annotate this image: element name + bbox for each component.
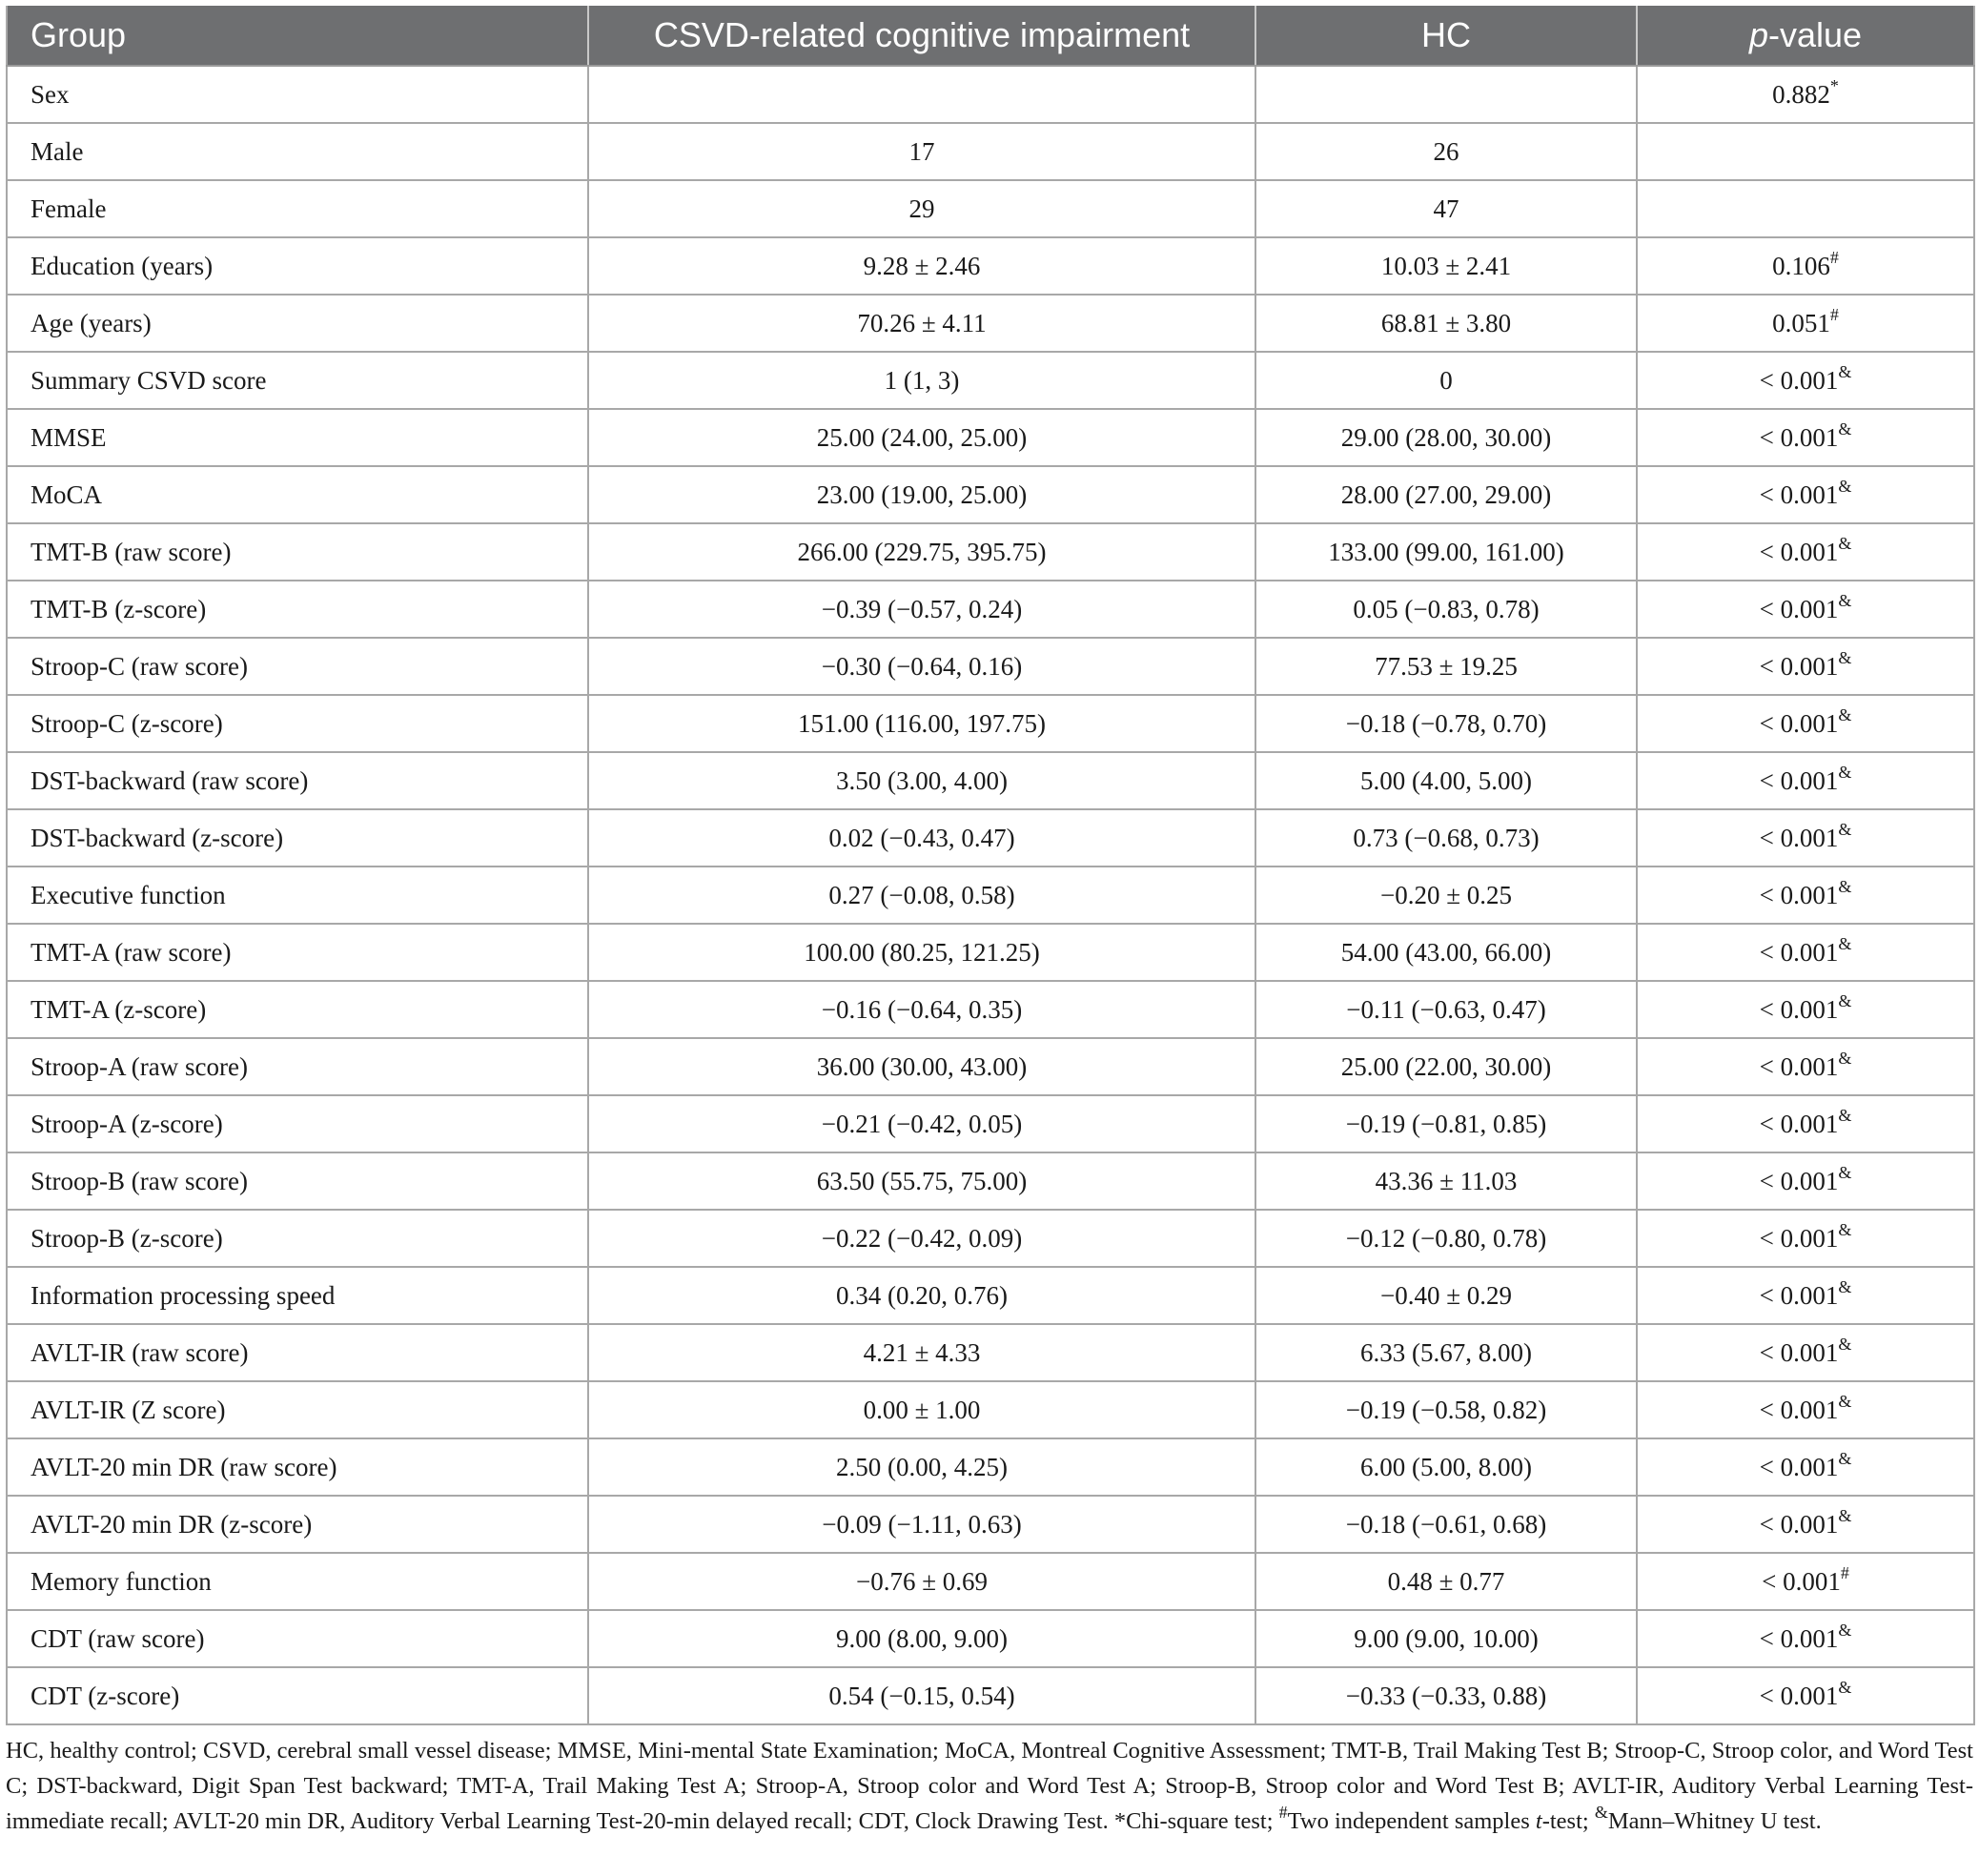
p-value-cell [1637, 981, 1974, 1038]
hc-value: 0.05 (−0.83, 0.78) [1255, 581, 1637, 638]
row-label: Stroop-C (z-score) [7, 695, 588, 752]
row-label: TMT-B (z-score) [7, 581, 588, 638]
row-label: Stroop-C (raw score) [7, 638, 588, 695]
table-row [7, 1667, 1974, 1724]
p-value-mark: & [1838, 1105, 1852, 1125]
row-label: TMT-B (raw score) [7, 523, 588, 581]
p-value: < 0.001 [1759, 479, 1839, 509]
hc-value: 5.00 (4.00, 5.00) [1255, 752, 1637, 809]
table-row [7, 1381, 1974, 1438]
p-value: < 0.001 [1759, 1623, 1839, 1653]
table-row [7, 1210, 1974, 1267]
table-row [7, 1038, 1974, 1095]
table-row [7, 352, 1974, 409]
p-value: < 0.001 [1759, 1337, 1839, 1367]
table-row [7, 237, 1974, 295]
csvd-value: 0.02 (−0.43, 0.47) [588, 809, 1255, 867]
table-row [7, 295, 1974, 352]
p-value-mark: & [1838, 1048, 1852, 1068]
table-row [7, 695, 1974, 752]
p-value: < 0.001 [1762, 1566, 1841, 1596]
p-value-mark: & [1838, 876, 1852, 896]
p-value: < 0.001 [1759, 1509, 1839, 1539]
hc-value: −0.18 (−0.78, 0.70) [1255, 695, 1637, 752]
p-value: < 0.001 [1759, 823, 1839, 852]
table-row [7, 466, 1974, 523]
row-label: Female [7, 180, 588, 237]
p-value: < 0.001 [1759, 365, 1839, 395]
hc-value: −0.12 (−0.80, 0.78) [1255, 1210, 1637, 1267]
p-value: < 0.001 [1759, 1051, 1839, 1081]
csvd-value: 9.00 (8.00, 9.00) [588, 1610, 1255, 1667]
hc-value: 6.00 (5.00, 8.00) [1255, 1438, 1637, 1496]
footnote-amp-mark: & [1594, 1802, 1608, 1822]
table-row [7, 924, 1974, 981]
table-row [7, 752, 1974, 809]
hc-value: 10.03 ± 2.41 [1255, 237, 1637, 295]
table-row [7, 1438, 1974, 1496]
p-value: < 0.001 [1759, 1223, 1839, 1253]
hc-value: 9.00 (9.00, 10.00) [1255, 1610, 1637, 1667]
footnote-abbreviations: HC, healthy control; CSVD, cerebral small vessel disease; MMSE, Mini-mental State Examination; MoCA, Montreal Cognitive Assessment; TMT-B, Trail Making Test B; Stroop-C, Stroop color, and Word Test C; DST-backward, Digit Span Test backward; TMT-A, Trail Making Test A; Stroop-A, Stroop color and Word Test A; Stroop-B, Stroop color and Word Test B; AVLT-IR, Auditory Verbal Learning Test-immediate recall; AVLT-20 min DR, Auditory Verbal Learning Test-20-min delayed recall; CDT, Clock Drawing Test. [6, 1738, 1973, 1834]
row-label: CDT (z-score) [7, 1667, 588, 1724]
p-value-cell [1637, 1038, 1974, 1095]
row-label: Stroop-B (raw score) [7, 1152, 588, 1210]
table-row [7, 809, 1974, 867]
table-row [7, 1496, 1974, 1553]
p-value: < 0.001 [1759, 1280, 1839, 1310]
table-row [7, 1095, 1974, 1152]
table-footnote [6, 1733, 1973, 1839]
table-row [7, 981, 1974, 1038]
footnote-ttest-pre: Two independent samples [1287, 1808, 1536, 1834]
hc-value: 133.00 (99.00, 161.00) [1255, 523, 1637, 581]
row-label: DST-backward (raw score) [7, 752, 588, 809]
footnote-ttest-t: t [1535, 1808, 1542, 1834]
footnote-mann-whitney: Mann–Whitney U test. [1607, 1808, 1822, 1834]
p-value-cell [1637, 809, 1974, 867]
p-value-cell [1637, 180, 1974, 237]
p-value-mark: & [1838, 1448, 1852, 1468]
table-row [7, 867, 1974, 924]
csvd-value: 100.00 (80.25, 121.25) [588, 924, 1255, 981]
p-value-mark: & [1838, 533, 1852, 553]
csvd-value: 25.00 (24.00, 25.00) [588, 409, 1255, 466]
p-value-cell [1637, 1610, 1974, 1667]
hc-value: −0.40 ± 0.29 [1255, 1267, 1637, 1324]
p-value-cell [1637, 924, 1974, 981]
hc-value: 28.00 (27.00, 29.00) [1255, 466, 1637, 523]
hc-value: 0.73 (−0.68, 0.73) [1255, 809, 1637, 867]
p-value: < 0.001 [1759, 880, 1839, 909]
p-value: < 0.001 [1759, 1681, 1839, 1710]
row-label: Stroop-A (raw score) [7, 1038, 588, 1095]
csvd-value: 151.00 (116.00, 197.75) [588, 695, 1255, 752]
results-table [6, 6, 1975, 1725]
hc-value: −0.19 (−0.81, 0.85) [1255, 1095, 1637, 1152]
p-value-cell [1637, 123, 1974, 180]
p-value: 0.051 [1772, 308, 1830, 337]
csvd-value: 3.50 (3.00, 4.00) [588, 752, 1255, 809]
p-value-cell [1637, 237, 1974, 295]
csvd-value: 17 [588, 123, 1255, 180]
row-label: MoCA [7, 466, 588, 523]
hc-value: 26 [1255, 123, 1637, 180]
p-value-cell [1637, 1152, 1974, 1210]
p-value-cell [1637, 1381, 1974, 1438]
csvd-value: −0.76 ± 0.69 [588, 1553, 1255, 1610]
header-p-rest: -value [1767, 15, 1863, 54]
p-value-mark: & [1838, 1276, 1852, 1296]
p-value-cell [1637, 1324, 1974, 1381]
csvd-value: 70.26 ± 4.11 [588, 295, 1255, 352]
table-row [7, 581, 1974, 638]
p-value-mark: # [1840, 1562, 1849, 1582]
p-value-cell [1637, 695, 1974, 752]
p-value: < 0.001 [1759, 708, 1839, 738]
row-label: Summary CSVD score [7, 352, 588, 409]
header-hc: HC [1255, 6, 1637, 66]
header-group: Group [7, 6, 588, 66]
csvd-value: 0.00 ± 1.00 [588, 1381, 1255, 1438]
csvd-value: 266.00 (229.75, 395.75) [588, 523, 1255, 581]
csvd-value [588, 66, 1255, 123]
header-p-italic: p [1748, 15, 1768, 54]
row-label: DST-backward (z-score) [7, 809, 588, 867]
hc-value: 43.36 ± 11.03 [1255, 1152, 1637, 1210]
p-value-cell [1637, 66, 1974, 123]
p-value-cell [1637, 1667, 1974, 1724]
p-value-mark: & [1838, 590, 1852, 610]
p-value-mark: # [1829, 304, 1839, 324]
p-value-mark: & [1838, 762, 1852, 782]
p-value-cell [1637, 1095, 1974, 1152]
row-label: Memory function [7, 1553, 588, 1610]
row-label: Information processing speed [7, 1267, 588, 1324]
csvd-value: −0.39 (−0.57, 0.24) [588, 581, 1255, 638]
p-value-mark: & [1838, 1162, 1852, 1182]
hc-value: 68.81 ± 3.80 [1255, 295, 1637, 352]
csvd-value: 9.28 ± 2.46 [588, 237, 1255, 295]
csvd-value: 0.34 (0.20, 0.76) [588, 1267, 1255, 1324]
hc-value: 6.33 (5.67, 8.00) [1255, 1324, 1637, 1381]
p-value: < 0.001 [1759, 937, 1839, 967]
p-value: < 0.001 [1759, 994, 1839, 1024]
row-label: MMSE [7, 409, 588, 466]
p-value-mark: & [1838, 1677, 1852, 1697]
p-value-cell [1637, 1553, 1974, 1610]
csvd-value: 29 [588, 180, 1255, 237]
p-value-cell [1637, 638, 1974, 695]
p-value-mark: & [1838, 418, 1852, 438]
p-value-cell [1637, 581, 1974, 638]
csvd-value: −0.30 (−0.64, 0.16) [588, 638, 1255, 695]
p-value-cell [1637, 1496, 1974, 1553]
csvd-value: 4.21 ± 4.33 [588, 1324, 1255, 1381]
p-value: < 0.001 [1759, 594, 1839, 623]
p-value: 0.882 [1772, 79, 1830, 109]
row-label: Stroop-A (z-score) [7, 1095, 588, 1152]
p-value: < 0.001 [1759, 1395, 1839, 1424]
csvd-value: 23.00 (19.00, 25.00) [588, 466, 1255, 523]
hc-value: −0.20 ± 0.25 [1255, 867, 1637, 924]
csvd-value: 0.54 (−0.15, 0.54) [588, 1667, 1255, 1724]
p-value-mark: & [1838, 990, 1852, 1010]
p-value-cell [1637, 1210, 1974, 1267]
p-value-cell [1637, 352, 1974, 409]
csvd-value: 1 (1, 3) [588, 352, 1255, 409]
p-value-mark: & [1838, 1505, 1852, 1525]
row-label: Executive function [7, 867, 588, 924]
p-value: 0.106 [1772, 251, 1830, 280]
p-value: < 0.001 [1759, 1452, 1839, 1481]
row-label: AVLT-IR (Z score) [7, 1381, 588, 1438]
hc-value: 0 [1255, 352, 1637, 409]
row-label: AVLT-20 min DR (z-score) [7, 1496, 588, 1553]
row-label: Age (years) [7, 295, 588, 352]
hc-value [1255, 66, 1637, 123]
p-value-cell [1637, 1438, 1974, 1496]
row-label: CDT (raw score) [7, 1610, 588, 1667]
header-csvd: CSVD-related cognitive impairment [588, 6, 1255, 66]
csvd-value: −0.16 (−0.64, 0.35) [588, 981, 1255, 1038]
p-value-mark: & [1838, 933, 1852, 953]
hc-value: 77.53 ± 19.25 [1255, 638, 1637, 695]
hc-value: 47 [1255, 180, 1637, 237]
row-label: Male [7, 123, 588, 180]
hc-value: 29.00 (28.00, 30.00) [1255, 409, 1637, 466]
p-value-cell [1637, 295, 1974, 352]
p-value-mark: & [1838, 361, 1852, 381]
hc-value: −0.11 (−0.63, 0.47) [1255, 981, 1637, 1038]
row-label: TMT-A (z-score) [7, 981, 588, 1038]
row-label: AVLT-IR (raw score) [7, 1324, 588, 1381]
p-value-cell [1637, 867, 1974, 924]
table-row [7, 123, 1974, 180]
results-table-container [6, 6, 1973, 1725]
csvd-value: −0.09 (−1.11, 0.63) [588, 1496, 1255, 1553]
p-value-mark: & [1838, 1219, 1852, 1239]
p-value: < 0.001 [1759, 765, 1839, 795]
table-row [7, 180, 1974, 237]
table-row [7, 523, 1974, 581]
hc-value: 0.48 ± 0.77 [1255, 1553, 1637, 1610]
p-value: < 0.001 [1759, 537, 1839, 566]
p-value-cell [1637, 466, 1974, 523]
csvd-value: 2.50 (0.00, 4.25) [588, 1438, 1255, 1496]
p-value-mark: & [1838, 819, 1852, 839]
p-value-cell [1637, 752, 1974, 809]
csvd-value: −0.22 (−0.42, 0.09) [588, 1210, 1255, 1267]
hc-value: −0.19 (−0.58, 0.82) [1255, 1381, 1637, 1438]
p-value: < 0.001 [1759, 651, 1839, 681]
table-row [7, 638, 1974, 695]
p-value-cell [1637, 1267, 1974, 1324]
footnote-chi-square: *Chi-square test; [1113, 1808, 1274, 1834]
table-row [7, 1267, 1974, 1324]
table-row [7, 1553, 1974, 1610]
row-label: TMT-A (raw score) [7, 924, 588, 981]
table-row [7, 409, 1974, 466]
csvd-value: 0.27 (−0.08, 0.58) [588, 867, 1255, 924]
footnote-ttest-post: -test; [1541, 1808, 1589, 1834]
row-label: Education (years) [7, 237, 588, 295]
p-value-mark: & [1838, 704, 1852, 724]
p-value-mark: # [1829, 247, 1839, 267]
header-p-value [1637, 6, 1974, 66]
p-value-mark: & [1838, 1334, 1852, 1354]
p-value-cell [1637, 523, 1974, 581]
table-header-row [7, 6, 1974, 66]
p-value-cell [1637, 409, 1974, 466]
p-value-mark: * [1829, 75, 1839, 95]
table-row [7, 1610, 1974, 1667]
hc-value: −0.33 (−0.33, 0.88) [1255, 1667, 1637, 1724]
p-value: < 0.001 [1759, 422, 1839, 452]
table-row [7, 1324, 1974, 1381]
csvd-value: 36.00 (30.00, 43.00) [588, 1038, 1255, 1095]
table-row [7, 1152, 1974, 1210]
row-label: AVLT-20 min DR (raw score) [7, 1438, 588, 1496]
hc-value: −0.18 (−0.61, 0.68) [1255, 1496, 1637, 1553]
footnote-hash-mark: # [1278, 1802, 1288, 1822]
p-value: < 0.001 [1759, 1109, 1839, 1138]
table-row [7, 66, 1974, 123]
row-label: Sex [7, 66, 588, 123]
p-value-mark: & [1838, 1620, 1852, 1640]
p-value-mark: & [1838, 647, 1852, 667]
hc-value: 54.00 (43.00, 66.00) [1255, 924, 1637, 981]
p-value-mark: & [1838, 476, 1852, 496]
csvd-value: 63.50 (55.75, 75.00) [588, 1152, 1255, 1210]
row-label: Stroop-B (z-score) [7, 1210, 588, 1267]
p-value: < 0.001 [1759, 1166, 1839, 1195]
table-body [7, 66, 1974, 1724]
hc-value: 25.00 (22.00, 30.00) [1255, 1038, 1637, 1095]
p-value-mark: & [1838, 1391, 1852, 1411]
csvd-value: −0.21 (−0.42, 0.05) [588, 1095, 1255, 1152]
